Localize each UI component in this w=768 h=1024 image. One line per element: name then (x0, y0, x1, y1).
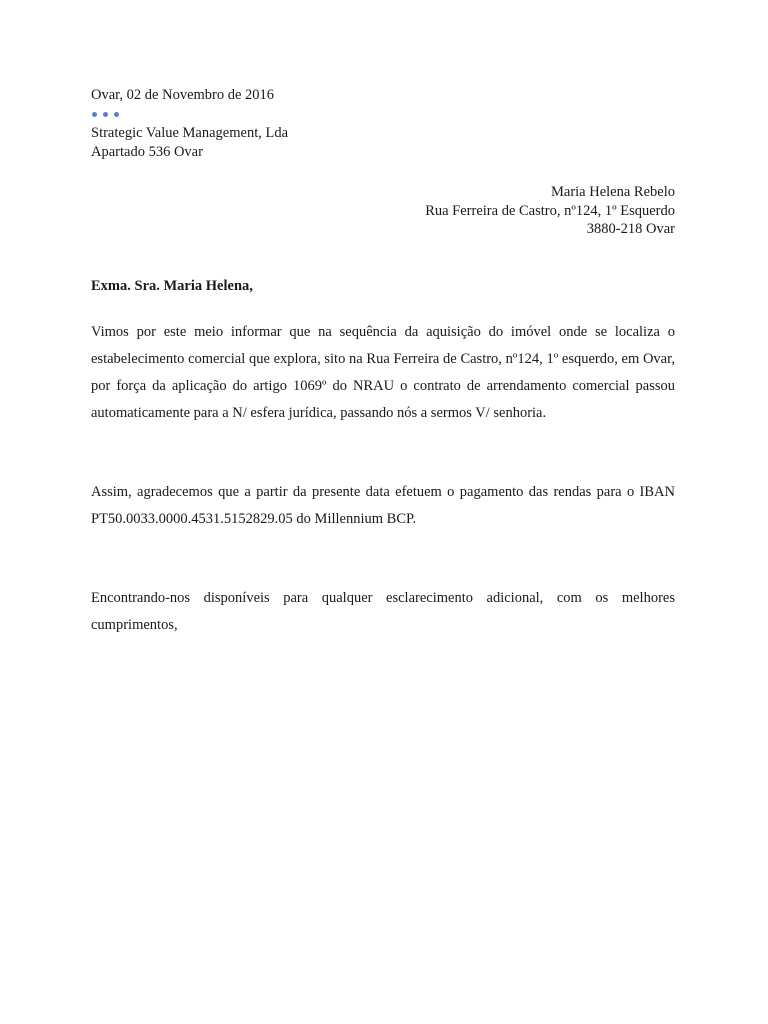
sender-address: Apartado 536 Ovar (91, 144, 203, 160)
dot-icon (103, 112, 108, 117)
letter-page (91, 86, 675, 639)
body-paragraph: Assim, agradecemos que a partir da presente data efetuem o pagamento das rendas para o IBAN PT50.0033.0000.4531.5152829.05 do Millennium BCP. (91, 483, 675, 527)
salutation: Exma. Sra. Maria Helena, (91, 277, 253, 294)
recipient-postal: 3880-218 Ovar (586, 221, 675, 237)
date-line: Ovar, 02 de Novembro de 2016 (91, 87, 275, 103)
recipient-street: Rua Ferreira de Castro, nº124, 1º Esquerdo (425, 202, 675, 219)
body-paragraph: Vimos por este meio informar que na sequência da aquisição do imóvel onde se localiza o estabelecimento comercial que explora, sito na Rua Ferreira de Castro, nº124, 1º esquerdo, em Ovar, por força da aplicação do artigo 1069º do NRAU o contrato de arrendamento comercial passou automaticamente para a N/ esfera jurídica, passando nós a sermos V/ senhoria. (91, 323, 675, 421)
recipient-name: Maria Helena Rebelo (550, 184, 675, 200)
closing-paragraph: Encontrando-nos disponíveis para qualquer esclarecimento adicional, com os melhores cumprimentos, (91, 589, 675, 633)
dot-icon (114, 112, 119, 117)
separator-dots (91, 105, 675, 124)
sender-name: Strategic Value Management, Lda (91, 125, 289, 141)
recipient-block (91, 183, 675, 239)
dot-icon (92, 112, 97, 117)
